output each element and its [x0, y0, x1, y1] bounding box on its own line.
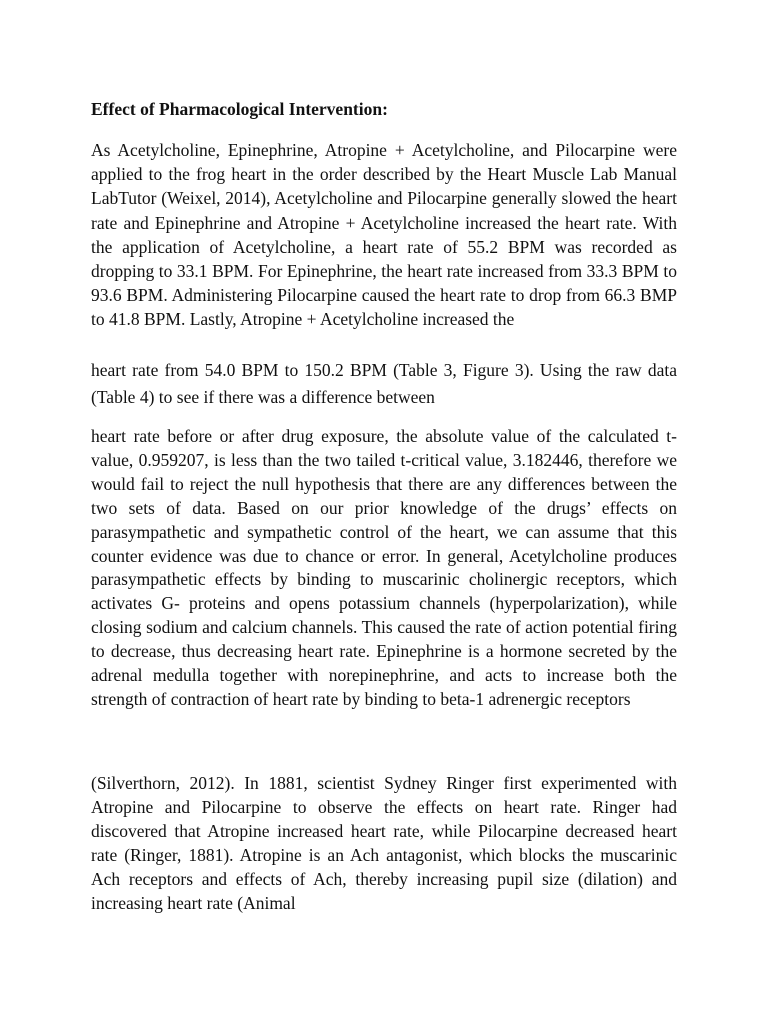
paragraph-drug-results-continued: heart rate from 54.0 BPM to 150.2 BPM (Table 3, Figure 3). Using the raw data (Table 4) to see if there was a difference between	[91, 360, 677, 407]
paragraph-historical-context: (Silverthorn, 2012). In 1881, scientist Sydney Ringer first experimented with Atropine and Pilocarpine to observe the effects on heart rate. Ringer had discovered that Atropine increased heart rate, while Pilocarpine decreased heart rate (Ringer, 1881). Atropine is an Ach antagonist, which blocks the muscarinic Ach receptors and effects of Ach, thereby increasing pupil size (dilation) and increasing heart rate (Animal	[91, 773, 677, 913]
paragraph-statistical-analysis: heart rate before or after drug exposure, the absolute value of the calculated t-value, 0.959207, is less than the two tailed t-critical value, 3.182446, therefore we would fail to reject the null hypothesis that there are any differences between the two sets of data. Based on our prior knowledge of the drugs’ effects on parasympathetic and sympathetic control of the heart, we can assume that this counter evidence was due to chance or error. In general, Acetylcholine produces parasympathetic effects by binding to muscarinic cholinergic receptors, which activates G- proteins and opens potassium channels (hyperpolarization), while closing sodium and calcium channels. This caused the rate of action potential firing to decrease, thus decreasing heart rate. Epinephrine is a hormone secreted by the adrenal medulla together with norepinephrine, and acts to increase both the strength of contraction of heart rate by binding to beta-1 adrenergic receptors	[91, 426, 677, 709]
section-heading: Effect of Pharmacological Intervention:	[91, 99, 388, 119]
paragraph-drug-results: As Acetylcholine, Epinephrine, Atropine + Acetylcholine, and Pilocarpine were applied to the frog heart in the order described by the Heart Muscle Lab Manual LabTutor (Weixel, 2014), Acetylcholine and Pilocarpine generally slowed the heart rate and Epinephrine and Atropine + Acetylcholine increased the heart rate. With the application of Acetylcholine, a heart rate of 55.2 BPM was recorded as dropping to 33.1 BPM. For Epinephrine, the heart rate increased from 33.3 BPM to 93.6 BPM. Administering Pilocarpine caused the heart rate to drop from 66.3 BMP to 41.8 BPM. Lastly, Atropine + Acetylcholine increased the	[91, 140, 677, 330]
